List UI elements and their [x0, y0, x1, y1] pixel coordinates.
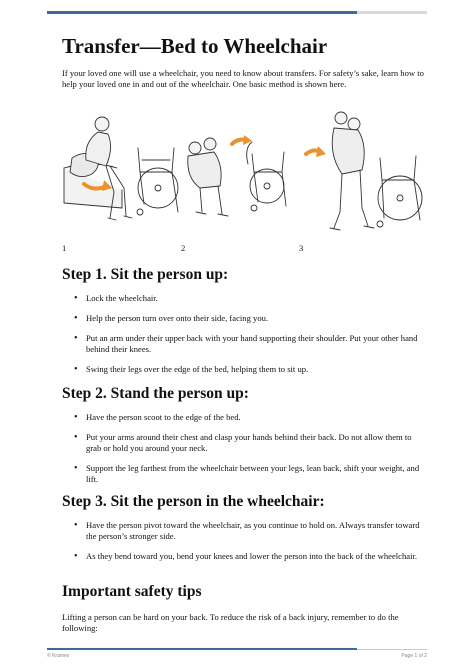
- list-item: • Support the leg farthest from the wheelchair between your legs, lean back, shift your weight, and lift.: [62, 463, 426, 485]
- list-item: • As they bend toward you, bend your knees and lower the person into the back of the wheelchair.: [62, 551, 426, 562]
- step-3-heading: Step 3. Sit the person in the wheelchair:: [62, 493, 325, 510]
- footer-page-number: Page 1 of 2: [401, 653, 427, 659]
- safety-heading: Important safety tips: [62, 583, 202, 600]
- step-1-section: [62, 265, 426, 375]
- panel-3-figure: [330, 112, 422, 230]
- step-2-list: [62, 412, 426, 485]
- footer-rule-accent: [47, 648, 357, 650]
- step-1-heading: Step 1. Sit the person up:: [62, 266, 229, 283]
- figure-label-1: 1: [62, 243, 67, 253]
- list-item: • Put your arms around their chest and clasp your hands behind their back. Do not allow them to grab or hold you around your neck.: [62, 432, 426, 454]
- footer-copyright: © Krames: [47, 653, 70, 659]
- step-2-section: [62, 384, 426, 485]
- document-body: [62, 34, 426, 90]
- list-item: • Put an arm under their upper back with your hand supporting their shoulder. Put your other hand behind their knees.: [62, 333, 426, 355]
- figure-label-3: 3: [299, 243, 304, 253]
- list-item: • Have the person pivot toward the wheelchair, as you continue to hold on. Always transfer toward the person’s stronger side.: [62, 520, 426, 542]
- transfer-illustration: [62, 108, 426, 244]
- list-item: • Have the person scoot to the edge of the bed.: [62, 412, 426, 423]
- list-item: • Help the person turn over onto their side, facing you.: [62, 313, 426, 324]
- safety-paragraph: Lifting a person can be hard on your back. To reduce the risk of a back injury, remember to do the following:: [62, 612, 399, 633]
- list-item: • Lock the wheelchair.: [62, 293, 426, 304]
- list-item: • Swing their legs over the edge of the bed, helping them to sit up.: [62, 364, 426, 375]
- figure-label-2: 2: [181, 243, 186, 253]
- step-2-heading: Step 2. Stand the person up:: [62, 385, 249, 402]
- step-1-list: [62, 293, 426, 375]
- page-title: Transfer—Bed to Wheelchair: [62, 34, 328, 58]
- panel-1-figure: [64, 117, 178, 220]
- header-rule-accent: [47, 11, 357, 14]
- header-rule: [47, 11, 427, 14]
- panel-2-figure: [188, 138, 286, 216]
- safety-section: [62, 582, 426, 634]
- step-3-section: [62, 492, 426, 562]
- footer-rule: [47, 649, 427, 650]
- step-3-list: [62, 520, 426, 562]
- intro-paragraph: If your loved one will use a wheelchair, you need to know about transfers. For safety’s sake, learn how to help your loved one in and out of the wheelchair. One basic method is shown here.: [62, 68, 424, 89]
